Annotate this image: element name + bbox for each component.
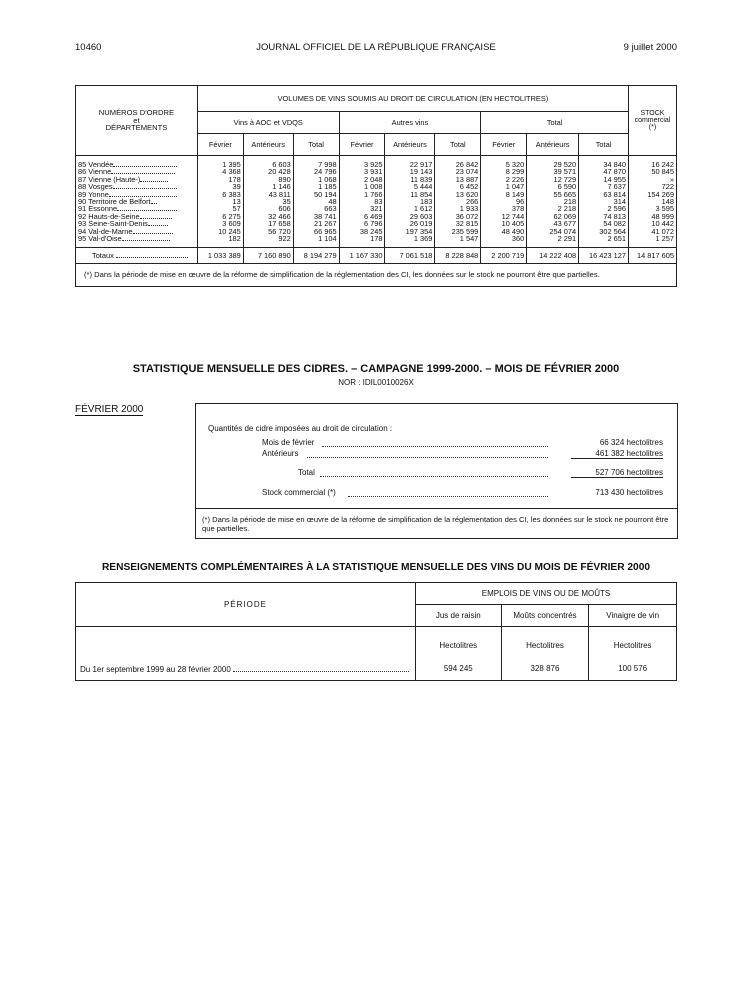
journal-title: JOURNAL OFFICIEL DE LA RÉPUBLIQUE FRANÇAISE [256, 42, 496, 53]
department-number: 95 [78, 234, 87, 244]
volume-cell: 5 320 [481, 156, 527, 169]
volume-cell: 1 933 [435, 205, 481, 212]
cider-intro: Quantités de cidre imposées au droit de circulation : [208, 424, 393, 433]
volume-cell: 1 068 [293, 176, 339, 183]
volume-cell: 2 218 [527, 205, 579, 212]
total-cell: 16 423 127 [579, 248, 629, 264]
volume-cell: 14 955 [579, 176, 629, 183]
cider-total-value: 527 706 hectolitres [571, 468, 663, 478]
volume-cell: 254 074 [527, 228, 579, 235]
volume-cell: 266 [435, 198, 481, 205]
department-number: 86 [78, 167, 87, 177]
volume-cell: 56 720 [243, 228, 293, 235]
column-header: Vinaigre de vin [589, 605, 677, 627]
volume-cell: 29 520 [527, 156, 579, 169]
volume-cell: 38 245 [339, 228, 385, 235]
cider-title: STATISTIQUE MENSUELLE DES CIDRES. – CAMPAGNE 1999-2000. – MOIS DE FÉVRIER 2000 [132, 363, 620, 375]
volume-cell: 57 [197, 205, 243, 212]
period-header: PÉRIODE [76, 583, 416, 627]
volume-cell: 66 965 [293, 228, 339, 235]
volume-cell: 7 998 [293, 156, 339, 169]
vinegar-value: 100 576 [618, 664, 648, 673]
volume-cell: 16 242 [628, 156, 676, 169]
volume-cell: 1 369 [385, 235, 435, 242]
volume-cell: 11 839 [385, 176, 435, 183]
sub-header: Février [481, 134, 527, 156]
page-header [75, 42, 677, 56]
volume-cell: 6 796 [339, 220, 385, 227]
department-name: Vosges [88, 182, 113, 192]
publication-date: 9 juillet 2000 [623, 42, 677, 53]
volume-cell: 7 637 [579, 183, 629, 190]
department-name: Territoire de Belfort [88, 197, 151, 207]
month-label: FÉVRIER 2000 [75, 404, 144, 415]
volume-cell: 48 999 [628, 213, 676, 220]
volume-cell: 83 [339, 198, 385, 205]
volume-cell: 22 917 [385, 156, 435, 169]
volume-cell: 1 257 [628, 235, 676, 242]
volume-cell: 26 842 [435, 156, 481, 169]
volume-cell: 32 815 [435, 220, 481, 227]
volume-cell: 1 008 [339, 183, 385, 190]
volume-cell: 1 047 [481, 183, 527, 190]
dot-leader [322, 438, 548, 447]
volume-cell: 3 609 [197, 220, 243, 227]
juice-value: 594 245 [443, 664, 473, 673]
volume-cell: 50 194 [293, 191, 339, 198]
cider-previous-label: Antérieurs [262, 449, 299, 458]
wine-volumes-table [75, 85, 677, 287]
volume-cell: 922 [243, 235, 293, 242]
department-number: 89 [78, 189, 87, 199]
unit-label: Hectolitres [439, 641, 478, 650]
volume-cell: 6 383 [197, 191, 243, 198]
volume-cell: 43 811 [243, 191, 293, 198]
total-cell: 8 194 279 [293, 248, 339, 264]
department-name: Seine-Saint-Denis [88, 219, 148, 229]
volume-cell: 235 599 [435, 228, 481, 235]
volume-cell: 1 766 [339, 191, 385, 198]
total-cell: 14 222 408 [527, 248, 579, 264]
volume-cell: 3 595 [628, 205, 676, 212]
volume-cell: 182 [197, 235, 243, 242]
totals-row [76, 248, 677, 264]
volume-cell: 23 074 [435, 168, 481, 175]
volume-cell: 6 590 [527, 183, 579, 190]
sub-header: Février [197, 134, 243, 156]
volume-cell: 20 428 [243, 168, 293, 175]
total-cell: 7 160 890 [243, 248, 293, 264]
volume-cell: 148 [628, 198, 676, 205]
sub-header: Antérieurs [385, 134, 435, 156]
volume-cell: 2 226 [481, 176, 527, 183]
volume-cell: 39 571 [527, 168, 579, 175]
volume-cell: 1 547 [435, 235, 481, 242]
unit-label: Hectolitres [526, 641, 564, 650]
volume-cell: 12 744 [481, 213, 527, 220]
department-number: 90 [78, 197, 87, 207]
volume-cell: 38 741 [293, 213, 339, 220]
volume-cell: 36 072 [435, 213, 481, 220]
volume-cell: 4 368 [197, 168, 243, 175]
volume-cell: 1 146 [243, 183, 293, 190]
cider-month-value: 66 324 hectolitres [599, 438, 663, 447]
volume-cell: 378 [481, 205, 527, 212]
volume-cell: 62 069 [527, 213, 579, 220]
total-cell: 2 200 719 [481, 248, 527, 264]
other-wines-group-header: Autres vins [339, 112, 481, 134]
department-number: 91 [78, 204, 87, 214]
volume-cell: 183 [385, 198, 435, 205]
volume-cell: » [628, 176, 676, 183]
period-cell [76, 627, 416, 681]
volume-cell: 55 665 [527, 191, 579, 198]
department-name: Vienne [88, 167, 112, 177]
volume-cell: 74 813 [579, 213, 629, 220]
volume-cell: 1 185 [293, 183, 339, 190]
aoc-group-header: Vins à AOC et VDQS [197, 112, 339, 134]
department-number: 92 [78, 211, 87, 221]
department-name: Val-d'Oise [88, 234, 122, 244]
sub-header: Total [293, 134, 339, 156]
volumes-header: VOLUMES DE VINS SOUMIS AU DROIT DE CIRCULATION (EN HECTOLITRES) [197, 86, 628, 112]
department-row [76, 235, 677, 242]
volume-cell: 8 149 [481, 191, 527, 198]
page-number: 10460 [75, 42, 102, 53]
nor-reference: NOR : IDIL0010026X [338, 378, 414, 387]
volume-cell: 63 814 [579, 191, 629, 198]
volume-cell: 39 [197, 183, 243, 190]
total-group-header: Total [481, 112, 629, 134]
volume-cell: 32 466 [243, 213, 293, 220]
department-name: Essonne [88, 204, 118, 214]
column-header: Moûts concentrés [501, 605, 589, 627]
department-number: 88 [78, 182, 87, 192]
volume-cell: 3 931 [339, 168, 385, 175]
department-column-header: NUMÉROS D'ORDRE et DÉPARTEMENTS [76, 86, 198, 156]
volume-cell: 360 [481, 235, 527, 242]
department-number: 94 [78, 226, 87, 236]
volume-cell: 10 442 [628, 220, 676, 227]
department-name: Val-de-Marne [88, 226, 133, 236]
volume-cell: 197 354 [385, 228, 435, 235]
stock-footnote: (*) Dans la période de mise en œuvre de la réforme de simplification de la réglementation des CI, les données sur le stock ne pourront être que partielles. [76, 264, 677, 286]
cider-box [195, 403, 678, 539]
volume-cell: 21 267 [293, 220, 339, 227]
volume-cell: 41 072 [628, 228, 676, 235]
department-name: Yonne [88, 189, 109, 199]
volume-cell: 8 299 [481, 168, 527, 175]
volume-cell: 54 082 [579, 220, 629, 227]
dot-leader [320, 468, 548, 477]
volume-cell: 34 840 [579, 156, 629, 169]
total-cell: 1 033 389 [197, 248, 243, 264]
volume-cell: 890 [243, 176, 293, 183]
dot-leader [307, 449, 548, 458]
total-cell: 14 817 605 [628, 248, 676, 264]
volume-cell: 11 854 [385, 191, 435, 198]
uses-header: EMPLOIS DE VINS OU DE MOÛTS [415, 583, 676, 605]
cider-month-label: Mois de février [262, 438, 315, 447]
volume-cell: 722 [628, 183, 676, 190]
sub-header: Total [435, 134, 481, 156]
total-cell: 1 167 330 [339, 248, 385, 264]
volume-cell: 43 677 [527, 220, 579, 227]
department-number: 93 [78, 219, 87, 229]
sub-header: Antérieurs [243, 134, 293, 156]
volume-cell: 13 620 [435, 191, 481, 198]
juice-cell [415, 627, 501, 681]
volume-cell: 2 596 [579, 205, 629, 212]
stock-header: STOCK commercial (*) [628, 86, 676, 156]
total-cell: 7 061 518 [385, 248, 435, 264]
sub-header: Antérieurs [527, 134, 579, 156]
volume-cell: 24 796 [293, 168, 339, 175]
volume-cell: 6 452 [435, 183, 481, 190]
department-name: Vendée [88, 160, 114, 169]
volume-cell: 48 490 [481, 228, 527, 235]
totals-label: Totaux [92, 251, 114, 261]
must-value: 328 876 [530, 664, 560, 673]
volume-cell: 314 [579, 198, 629, 205]
renseignements-table [75, 582, 677, 681]
volume-cell: 1 612 [385, 205, 435, 212]
volume-cell: 5 444 [385, 183, 435, 190]
column-header: Jus de raisin [415, 605, 501, 627]
department-number: 87 [78, 174, 87, 184]
renseignements-title: RENSEIGNEMENTS COMPLÉMENTAIRES À LA STATISTIQUE MENSUELLE DES VINS DU MOIS DE FÉVRIER 2000 [101, 562, 651, 573]
volume-cell: 35 [243, 198, 293, 205]
volume-cell: 13 [197, 198, 243, 205]
volume-cell: 606 [243, 205, 293, 212]
sub-header: Total [579, 134, 629, 156]
must-cell [501, 627, 589, 681]
volume-cell: 12 729 [527, 176, 579, 183]
volume-cell: 50 845 [628, 168, 676, 175]
volume-cell: 2 651 [579, 235, 629, 242]
volume-cell: 6 603 [243, 156, 293, 169]
total-cell: 8 228 848 [435, 248, 481, 264]
unit-label: Hectolitres [613, 641, 652, 650]
cider-stock-label: Stock commercial (*) [262, 488, 336, 497]
vinegar-cell [589, 627, 677, 681]
dot-leader [348, 488, 548, 497]
volume-cell: 321 [339, 205, 385, 212]
cider-previous-value: 461 382 hectolitres [571, 449, 663, 459]
volume-cell: 663 [293, 205, 339, 212]
cider-footnote: (*) Dans la période de mise en œuvre de la réforme de simplification de la réglementation des CI, les données sur le stock ne pourront être que partielles. [196, 508, 677, 534]
sub-header: Février [339, 134, 385, 156]
volume-cell: 26 019 [385, 220, 435, 227]
volume-cell: 10 405 [481, 220, 527, 227]
volume-cell: 48 [293, 198, 339, 205]
volume-cell: 13 887 [435, 176, 481, 183]
volume-cell: 6 275 [197, 213, 243, 220]
department-name: Vienne (Haute-) [88, 174, 141, 184]
volume-cell: 1 104 [293, 235, 339, 242]
volume-cell: 2 291 [527, 235, 579, 242]
volume-cell: 1 395 [197, 156, 243, 169]
volume-cell: 19 143 [385, 168, 435, 175]
department-cell [76, 235, 198, 242]
volume-cell: 218 [527, 198, 579, 205]
volume-cell: 178 [197, 176, 243, 183]
volume-cell: 29 603 [385, 213, 435, 220]
volume-cell: 47 870 [579, 168, 629, 175]
volume-cell: 10 245 [197, 228, 243, 235]
volume-cell: 2 048 [339, 176, 385, 183]
cider-total-label: Total [298, 468, 315, 477]
volume-cell: 6 469 [339, 213, 385, 220]
period-text: Du 1er septembre 1999 au 28 février 2000 [80, 665, 231, 674]
department-number: 85 [78, 160, 87, 169]
volume-cell: 302 564 [579, 228, 629, 235]
volume-cell: 178 [339, 235, 385, 242]
volume-cell: 17 658 [243, 220, 293, 227]
volume-cell: 96 [481, 198, 527, 205]
volume-cell: 3 925 [339, 156, 385, 169]
cider-stock-value: 713 430 hectolitres [595, 488, 663, 497]
volume-cell: 154 269 [628, 191, 676, 198]
department-name: Hauts-de-Seine [88, 211, 140, 221]
